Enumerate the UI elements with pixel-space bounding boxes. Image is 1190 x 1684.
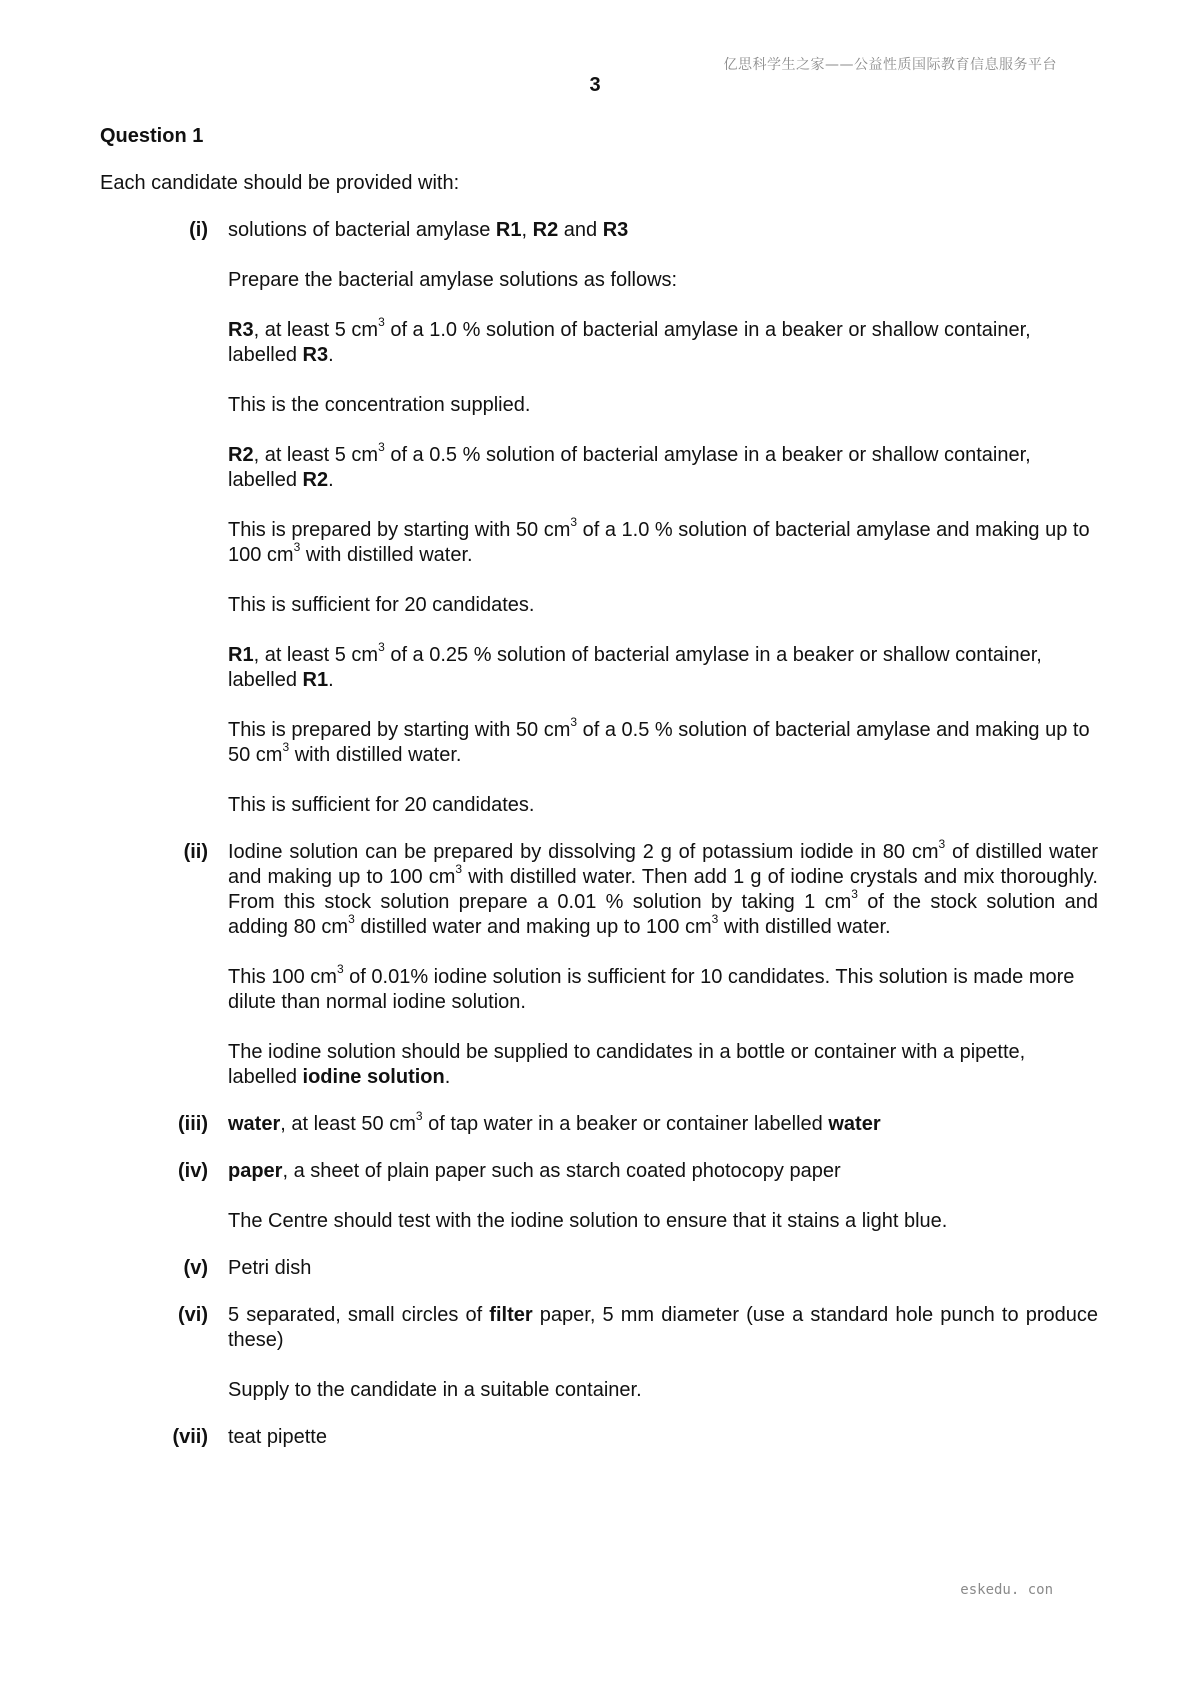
list-item-v: [100, 1256, 1098, 1281]
item-paragraph: Supply to the candidate in a suitable container.: [228, 1379, 642, 1401]
item-paragraph: teat pipette: [228, 1426, 327, 1448]
item-body: [228, 1303, 1098, 1403]
item-number: (vi): [178, 1304, 208, 1326]
item-paragraph: This is the concentration supplied.: [228, 394, 531, 416]
item-number: (vii): [172, 1426, 208, 1448]
item-paragraph: Petri dish: [228, 1257, 312, 1279]
item-body: [228, 1256, 1098, 1281]
item-paragraph: This 100 $cm^3$ of 0.01% iodine solution is sufficient for 10 candidates. This solution is made more dilute than normal iodine solution.: [228, 962, 1075, 1013]
item-body: [228, 218, 1098, 818]
list-item-iv: [100, 1159, 1098, 1234]
list-item-ii: [100, 837, 1098, 1090]
list-item-i: [100, 218, 1098, 818]
item-paragraph: This is sufficient for 20 candidates.: [228, 794, 535, 816]
item-paragraph: This is sufficient for 20 candidates.: [228, 594, 535, 616]
question-intro: Each candidate should be provided with:: [100, 172, 460, 194]
item-paragraph: This is prepared by starting with 50 $cm^3$ of a 0.5 % solution of bacterial amylase and making up to 50 $cm^3$ with distilled water.: [228, 715, 1090, 766]
item-number: (v): [183, 1257, 208, 1279]
item-paragraph: water, at least 50 $cm^3$ of tap water in a beaker or container labelled water: [228, 1109, 881, 1135]
footer-site-text: eskedu. con: [960, 1582, 1053, 1598]
item-paragraph: paper, a sheet of plain paper such as starch coated photocopy paper: [228, 1160, 841, 1182]
list-item-iii: [100, 1109, 1098, 1137]
question-title: Question 1: [100, 125, 204, 147]
item-paragraph: R3, at least 5 $cm^3$ of a 1.0 % solution of bacterial amylase in a beaker or shallow container, labelled R3.: [228, 315, 1031, 366]
item-paragraph: R2, at least 5 $cm^3$ of a 0.5 % solution of bacterial amylase in a beaker or shallow container, labelled R2.: [228, 440, 1031, 491]
page-number: 3: [589, 74, 601, 96]
item-number: (iii): [178, 1113, 208, 1135]
item-paragraph: 5 separated, small circles of filter paper, 5 mm diameter (use a standard hole punch to produce these): [228, 1304, 1099, 1351]
item-paragraph: solutions of bacterial amylase R1, R2 and R3: [228, 219, 629, 241]
item-paragraph: Prepare the bacterial amylase solutions as follows:: [228, 269, 678, 291]
item-body: [228, 1425, 1098, 1450]
item-paragraph: Iodine solution can be prepared by dissolving 2 g of potassium iodide in 80 $cm^3$ of distilled water and making up to 100 $cm^3$ with distilled water. Then add 1 g of iodine crystals and mix thoroughly. From this stock solution prepare a 0.01 % solution by taking 1 $cm^3$ of the stock solution and adding 80 $cm^3$ distilled water and making up to 100 $cm^3$ with distilled water.: [228, 837, 1098, 938]
watermark-text: 亿思科学生之家——公益性质国际教育信息服务平台: [723, 57, 1057, 73]
item-paragraph: This is prepared by starting with 50 $cm^3$ of a 1.0 % solution of bacterial amylase and making up to 100 $cm^3$ with distilled water.: [228, 515, 1090, 566]
item-body: [228, 1109, 1098, 1137]
list-item-vi: [100, 1303, 1098, 1403]
item-body: [228, 1159, 1098, 1234]
document-body: [100, 124, 1098, 1472]
list-item-vii: [100, 1425, 1098, 1450]
item-number: (iv): [178, 1160, 208, 1182]
item-paragraph: R1, at least 5 $cm^3$ of a 0.25 % solution of bacterial amylase in a beaker or shallow container, labelled R1.: [228, 640, 1042, 691]
item-body: [228, 837, 1098, 1090]
item-paragraph: The iodine solution should be supplied to candidates in a bottle or container with a pipette, labelled iodine solution.: [228, 1041, 1026, 1088]
item-number: (i): [189, 219, 208, 241]
item-paragraph: The Centre should test with the iodine solution to ensure that it stains a light blue.: [228, 1210, 948, 1232]
item-number: (ii): [183, 841, 208, 863]
